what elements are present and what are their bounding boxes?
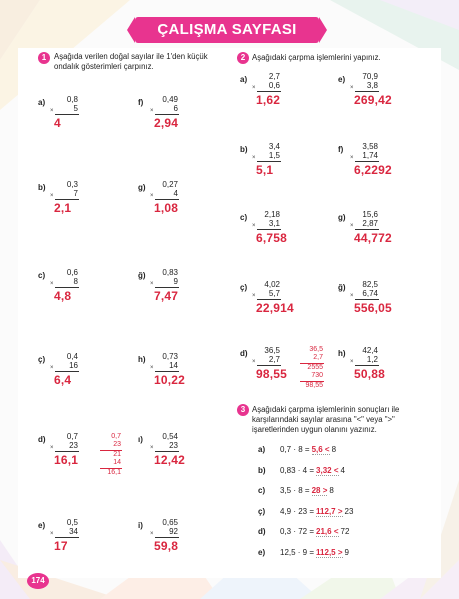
problem-label: c) xyxy=(38,271,46,280)
expression-left: 12,5 · 9 = xyxy=(280,548,315,557)
comparison-row xyxy=(258,507,408,521)
problem-label: h) xyxy=(338,349,346,358)
sum-line xyxy=(155,371,179,372)
multiplicand: 42,4 xyxy=(362,346,378,355)
handwritten-answer: 22,914 xyxy=(256,301,294,315)
times-sign: × xyxy=(50,108,54,114)
problem-label: b) xyxy=(38,183,46,192)
multiplicand: 82,5 xyxy=(362,280,378,289)
sum-line xyxy=(55,199,79,200)
multiplication-setup xyxy=(52,432,78,454)
multiplication-setup xyxy=(52,180,78,202)
multiplier: 6,74 xyxy=(362,289,378,298)
sum-line xyxy=(355,299,379,300)
multiplication-setup xyxy=(52,95,78,117)
comparison-row xyxy=(258,548,408,562)
handwritten-answer: 4 xyxy=(54,116,61,130)
comparison-row xyxy=(258,527,408,541)
sum-line xyxy=(155,537,179,538)
handwritten-answer: 6,2292 xyxy=(354,163,392,177)
multiplication-setup xyxy=(254,346,280,368)
problem-label: ğ) xyxy=(138,271,146,280)
multiplier: 5,7 xyxy=(268,289,280,298)
times-sign: × xyxy=(252,85,256,91)
expression-right: 8 xyxy=(331,445,337,454)
handwritten-answer: 269,42 xyxy=(354,93,392,107)
handwritten-working-2d: 36,5 2,7 2555 730 98,55 xyxy=(293,346,323,396)
times-sign: × xyxy=(50,365,54,371)
sum-line xyxy=(257,161,281,162)
problem-label: b) xyxy=(240,145,248,154)
handwritten-answer: 44,772 xyxy=(354,231,392,245)
problem-label: h) xyxy=(138,355,146,364)
comparison-row xyxy=(258,445,408,459)
comparison-label: a) xyxy=(258,445,266,454)
expression-left: 0,7 · 8 = xyxy=(280,445,310,454)
times-sign: × xyxy=(50,531,54,537)
multiplication-setup xyxy=(152,95,178,117)
sum-line xyxy=(55,451,79,452)
multiplicand: 70,9 xyxy=(362,72,378,81)
multiplicand: 36,5 xyxy=(264,346,280,355)
handwritten-answer: 1,62 xyxy=(256,93,281,107)
times-sign: × xyxy=(252,155,256,161)
times-sign: × xyxy=(50,281,54,287)
multiplier: 16 xyxy=(69,361,78,370)
expression-right: 23 xyxy=(344,507,354,516)
handwritten-answer: 17 xyxy=(54,539,68,553)
handwritten-answer: 16,1 xyxy=(54,453,79,467)
times-sign: × xyxy=(252,359,256,365)
problem-label: e) xyxy=(38,521,46,530)
page-title: ÇALIŞMA SAYFASI xyxy=(135,17,319,43)
times-sign: × xyxy=(150,531,154,537)
multiplicand: 0,73 xyxy=(162,352,178,361)
expression-right: 4 xyxy=(340,466,345,475)
handwritten-answer: 5,1 xyxy=(256,163,274,177)
multiplication-setup xyxy=(352,210,378,232)
multiplier: 4 xyxy=(173,189,178,198)
sum-line xyxy=(155,199,179,200)
multiplication-setup xyxy=(52,352,78,374)
handwritten-answer: 2,1 xyxy=(54,201,72,215)
section1-instruction: Aşağıda verilen doğal sayılar ile 1'den küçük ondalık gösterimleri çarpınız. xyxy=(54,52,208,71)
comparison-label: d) xyxy=(258,527,266,536)
multiplier: 2,7 xyxy=(268,355,280,364)
expression-left: 4,9 · 23 = xyxy=(280,507,315,516)
times-sign: × xyxy=(252,223,256,229)
multiplication-setup xyxy=(152,518,178,540)
sum-line xyxy=(355,91,379,92)
multiplier: 3,8 xyxy=(366,81,378,90)
sum-line xyxy=(55,287,79,288)
problem-label: ğ) xyxy=(338,283,346,292)
multiplier: 8 xyxy=(73,277,78,286)
sum-line xyxy=(355,161,379,162)
multiplicand: 0,5 xyxy=(66,518,78,527)
comparison-expression xyxy=(280,486,334,495)
multiplication-setup xyxy=(254,142,280,164)
handwritten-comparison: 21,6 < xyxy=(316,527,339,536)
multiplicand: 0,27 xyxy=(162,180,178,189)
question-number-1: 1 xyxy=(38,52,50,64)
times-sign: × xyxy=(150,193,154,199)
comparison-row xyxy=(258,466,408,480)
problem-label: ç) xyxy=(240,283,248,292)
handwritten-comparison: 5,6 < xyxy=(311,445,330,454)
multiplier: 1,2 xyxy=(366,355,378,364)
multiplicand: 2,18 xyxy=(264,210,280,219)
handwritten-comparison: 112,5 > xyxy=(316,548,343,557)
multiplier: 23 xyxy=(169,441,178,450)
section2-instruction: Aşağıdaki çarpma işlemlerini yapınız. xyxy=(252,53,381,62)
handwritten-comparison: 3,32 < xyxy=(316,466,339,475)
multiplicand: 0,49 xyxy=(162,95,178,104)
times-sign: × xyxy=(50,445,54,451)
sum-line xyxy=(355,365,379,366)
handwritten-answer: 556,05 xyxy=(354,301,392,315)
problem-label: e) xyxy=(338,75,346,84)
times-sign: × xyxy=(350,359,354,365)
problem-label: ç) xyxy=(38,355,46,364)
handwritten-answer: 98,55 xyxy=(256,367,288,381)
comparison-expression xyxy=(280,527,349,536)
multiplier: 3,1 xyxy=(268,219,280,228)
multiplicand: 0,4 xyxy=(66,352,78,361)
times-sign: × xyxy=(150,445,154,451)
comparison-row xyxy=(258,486,408,500)
times-sign: × xyxy=(350,155,354,161)
handwritten-answer: 2,94 xyxy=(154,116,179,130)
multiplication-setup xyxy=(254,210,280,232)
sum-line xyxy=(155,114,179,115)
problem-label: d) xyxy=(240,349,248,358)
handwritten-comparison: 28 > xyxy=(311,486,328,495)
problem-label: c) xyxy=(240,213,248,222)
multiplication-setup xyxy=(152,268,178,290)
handwritten-answer: 7,47 xyxy=(154,289,179,303)
problem-label: f) xyxy=(138,98,144,107)
times-sign: × xyxy=(150,108,154,114)
times-sign: × xyxy=(350,293,354,299)
sum-line xyxy=(355,229,379,230)
comparison-label: c) xyxy=(258,486,266,495)
multiplication-setup xyxy=(254,280,280,302)
multiplicand: 4,02 xyxy=(264,280,280,289)
multiplicand: 0,7 xyxy=(66,432,78,441)
problem-label: f) xyxy=(338,145,344,154)
multiplier: 2,87 xyxy=(362,219,378,228)
comparison-label: b) xyxy=(258,466,266,475)
handwritten-answer: 4,8 xyxy=(54,289,72,303)
multiplier: 5 xyxy=(73,104,78,113)
expression-left: 0,83 · 4 = xyxy=(280,466,315,475)
comparison-expression xyxy=(280,445,336,454)
times-sign: × xyxy=(150,281,154,287)
expression-right: 72 xyxy=(340,527,350,536)
times-sign: × xyxy=(150,365,154,371)
handwritten-answer: 6,758 xyxy=(256,231,288,245)
multiplier: 7 xyxy=(73,189,78,198)
multiplication-setup xyxy=(152,432,178,454)
problem-label: i) xyxy=(138,521,143,530)
problem-label: g) xyxy=(338,213,346,222)
multiplication-setup xyxy=(352,346,378,368)
problem-label: g) xyxy=(138,183,146,192)
multiplicand: 0,8 xyxy=(66,95,78,104)
handwritten-answer: 50,88 xyxy=(354,367,386,381)
multiplication-setup xyxy=(152,352,178,374)
multiplication-setup xyxy=(254,72,280,94)
multiplier: 34 xyxy=(69,527,78,536)
sum-line xyxy=(55,114,79,115)
comparison-label: e) xyxy=(258,548,266,557)
handwritten-comparison: 112,7 > xyxy=(316,507,343,516)
times-sign: × xyxy=(50,193,54,199)
handwritten-answer: 1,08 xyxy=(154,201,179,215)
multiplier: 92 xyxy=(169,527,178,536)
multiplier: 14 xyxy=(169,361,178,370)
multiplier: 23 xyxy=(69,441,78,450)
times-sign: × xyxy=(350,223,354,229)
sum-line xyxy=(257,229,281,230)
multiplicand: 0,54 xyxy=(162,432,178,441)
multiplier: 0,6 xyxy=(268,81,280,90)
multiplicand: 0,65 xyxy=(162,518,178,527)
multiplicand: 0,6 xyxy=(66,268,78,277)
comparison-expression xyxy=(280,507,353,516)
expression-left: 3,5 · 8 = xyxy=(280,486,310,495)
multiplicand: 0,83 xyxy=(162,268,178,277)
sum-line xyxy=(257,299,281,300)
times-sign: × xyxy=(252,293,256,299)
question-number-2: 2 xyxy=(237,52,249,64)
sum-line xyxy=(257,365,281,366)
multiplier: 1,74 xyxy=(362,151,378,160)
problem-label: ı) xyxy=(138,435,143,444)
multiplier: 6 xyxy=(173,104,178,113)
sum-line xyxy=(257,91,281,92)
section3-instruction: Aşağıdaki çarpma işlemlerinin sonuçları ile karşılarındaki sayılar arasına "<" veya ">" işaretlerinden uygun olanını yazınız. xyxy=(252,405,400,434)
problem-label: a) xyxy=(38,98,46,107)
multiplication-setup xyxy=(52,518,78,540)
handwritten-answer: 6,4 xyxy=(54,373,72,387)
times-sign: × xyxy=(350,85,354,91)
problem-label: a) xyxy=(240,75,248,84)
problem-label: d) xyxy=(38,435,46,444)
multiplicand: 3,58 xyxy=(362,142,378,151)
sum-line xyxy=(155,287,179,288)
comparison-expression xyxy=(280,466,345,475)
multiplication-setup xyxy=(152,180,178,202)
sum-line xyxy=(55,537,79,538)
expression-left: 0,3 · 72 = xyxy=(280,527,315,536)
page-number: 174 xyxy=(27,573,49,589)
sum-line xyxy=(155,451,179,452)
multiplier: 1,5 xyxy=(268,151,280,160)
expression-right: 8 xyxy=(329,486,334,495)
multiplication-setup xyxy=(352,142,378,164)
multiplicand: 15,6 xyxy=(362,210,378,219)
comparison-expression xyxy=(280,548,349,557)
handwritten-working-1d: 0,7 23 21 14 16,1 xyxy=(93,433,121,483)
multiplicand: 0,3 xyxy=(66,180,78,189)
expression-right: 9 xyxy=(344,548,349,557)
multiplier: 9 xyxy=(173,277,178,286)
handwritten-answer: 59,8 xyxy=(154,539,179,553)
multiplicand: 3,4 xyxy=(268,142,280,151)
handwritten-answer: 10,22 xyxy=(154,373,186,387)
comparison-label: ç) xyxy=(258,507,266,516)
multiplicand: 2,7 xyxy=(268,72,280,81)
multiplication-setup xyxy=(352,280,378,302)
multiplication-setup xyxy=(352,72,378,94)
sum-line xyxy=(55,371,79,372)
question-number-3: 3 xyxy=(237,404,249,416)
multiplication-setup xyxy=(52,268,78,290)
handwritten-answer: 12,42 xyxy=(154,453,186,467)
